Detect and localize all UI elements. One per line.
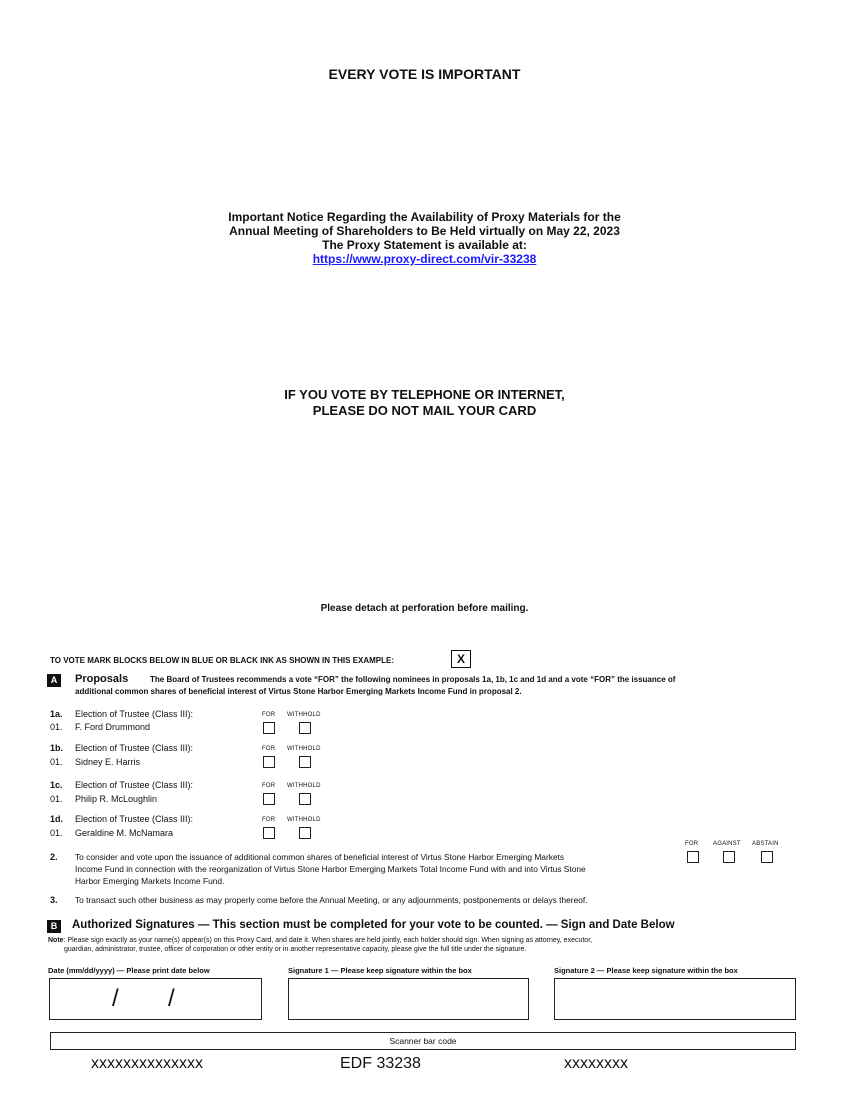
signature-1-label: Signature 1 — Please keep signature within the box: [288, 966, 472, 975]
withhold-label: WITHHOLD: [287, 783, 321, 789]
for-checkbox-1d[interactable]: [263, 827, 275, 839]
note-line-1: : Please sign exactly as your name(s) appear(s) on this Proxy Card, and date it. When shares are held jointly, each holder should sign. When signing as attorney, executor,: [63, 937, 593, 944]
nominee-name: Philip R. McLoughlin: [75, 794, 158, 804]
nominee-number: 01.: [50, 794, 63, 804]
proposal-number: 2.: [50, 852, 58, 862]
date-slash-1: /: [112, 985, 119, 1012]
proposal-2-line-1: To consider and vote upon the issuance of additional common shares of beneficial interest of Virtus Stone Harbor Emerging Markets: [75, 852, 565, 862]
proposal-3-text: To transact such other business as may properly come before the Annual Meeting, or any adjournments, postponements or delays thereof.: [75, 895, 588, 905]
proxy-statement-link[interactable]: https://www.proxy-direct.com/vir-33238: [312, 252, 537, 266]
proposal-2-line-2: Income Fund in connection with the reorganization of Virtus Stone Harbor Emerging Markets Total Income Fund with and into Virtus Stone: [75, 864, 586, 874]
for-checkbox-1b[interactable]: [263, 756, 275, 768]
withhold-checkbox-1c[interactable]: [299, 793, 311, 805]
date-label: Date (mm/dd/yyyy) — Please print date below: [48, 966, 210, 975]
withhold-label: WITHHOLD: [287, 746, 321, 752]
note-line-2: guardian, administrator, trustee, officer of corporation or other entity or in another representative capacity, please give the full title under the signature.: [64, 946, 527, 953]
election-label: Election of Trustee (Class III):: [75, 709, 194, 719]
for-checkbox-1a[interactable]: [263, 722, 275, 734]
voting-instructions: TO VOTE MARK BLOCKS BELOW IN BLUE OR BLACK INK AS SHOWN IN THIS EXAMPLE:: [50, 656, 394, 665]
note-label: Note: [48, 937, 64, 944]
detach-note: Please detach at perforation before mailing.: [320, 603, 529, 614]
election-label: Election of Trustee (Class III):: [75, 780, 194, 790]
section-a-recommendation-1: The Board of Trustees recommends a vote “FOR” the following nominees in proposals 1a, 1b, 1c and 1d and a vote “FOR” the issuance of: [150, 675, 676, 684]
date-slash-2: /: [168, 985, 175, 1012]
abstain-checkbox-2[interactable]: [761, 851, 773, 863]
telephone-notice-line-2: PLEASE DO NOT MAIL YOUR CARD: [312, 403, 537, 418]
for-label: FOR: [262, 712, 276, 718]
withhold-label: WITHHOLD: [287, 817, 321, 823]
for-label: FOR: [262, 746, 276, 752]
date-field[interactable]: [49, 978, 262, 1020]
for-label: FOR: [685, 841, 699, 847]
for-label: FOR: [262, 817, 276, 823]
against-checkbox-2[interactable]: [723, 851, 735, 863]
withhold-checkbox-1b[interactable]: [299, 756, 311, 768]
proposal-2-line-3: Harbor Emerging Markets Income Fund.: [75, 876, 225, 886]
page-title: EVERY VOTE IS IMPORTANT: [328, 66, 521, 82]
signature-2-label: Signature 2 — Please keep signature within the box: [554, 966, 738, 975]
section-a-badge: A: [47, 674, 61, 687]
nominee-number: 01.: [50, 828, 63, 838]
section-a-title: Proposals: [75, 673, 129, 685]
proposal-3-number: 3.: [50, 895, 58, 905]
proposal-number: 1d.: [50, 814, 64, 824]
election-label: Election of Trustee (Class III):: [75, 743, 194, 753]
code-right: xxxxxxxx: [564, 1055, 628, 1072]
proposal-number: 1a.: [50, 709, 63, 719]
for-label: FOR: [262, 783, 276, 789]
signature-2-field[interactable]: [554, 978, 796, 1020]
withhold-label: WITHHOLD: [287, 712, 321, 718]
signature-1-field[interactable]: [288, 978, 529, 1020]
proposal-number: 1c.: [50, 780, 63, 790]
nominee-number: 01.: [50, 757, 63, 767]
nominee-name: F. Ford Drummond: [75, 722, 151, 732]
notice-line-1: Important Notice Regarding the Availability of Proxy Materials for the: [228, 210, 621, 224]
section-a-recommendation-2: additional common shares of beneficial interest of Virtus Stone Harbor Emerging Markets Income Fund in proposal 2.: [75, 687, 522, 696]
code-center: EDF 33238: [340, 1055, 421, 1072]
scanner-bar-code: Scanner bar code: [50, 1032, 796, 1050]
notice-line-3: The Proxy Statement is available at:: [322, 238, 527, 252]
against-label: AGAINST: [713, 841, 741, 847]
example-mark-box: X: [451, 650, 471, 668]
withhold-checkbox-1d[interactable]: [299, 827, 311, 839]
code-left: xxxxxxxxxxxxxx: [91, 1055, 203, 1072]
election-label: Election of Trustee (Class III):: [75, 814, 194, 824]
section-b-badge: B: [47, 920, 61, 933]
proposal-number: 1b.: [50, 743, 64, 753]
nominee-name: Geraldine M. McNamara: [75, 828, 174, 838]
for-checkbox-1c[interactable]: [263, 793, 275, 805]
notice-line-2: Annual Meeting of Shareholders to Be Held virtually on May 22, 2023: [229, 224, 620, 238]
telephone-notice-line-1: IF YOU VOTE BY TELEPHONE OR INTERNET,: [284, 387, 565, 402]
for-checkbox-2[interactable]: [687, 851, 699, 863]
abstain-label: ABSTAIN: [752, 841, 779, 847]
withhold-checkbox-1a[interactable]: [299, 722, 311, 734]
section-b-title: Authorized Signatures — This section must be completed for your vote to be counted. — Sign and Date Below: [72, 919, 675, 931]
nominee-name: Sidney E. Harris: [75, 757, 141, 767]
nominee-number: 01.: [50, 722, 63, 732]
